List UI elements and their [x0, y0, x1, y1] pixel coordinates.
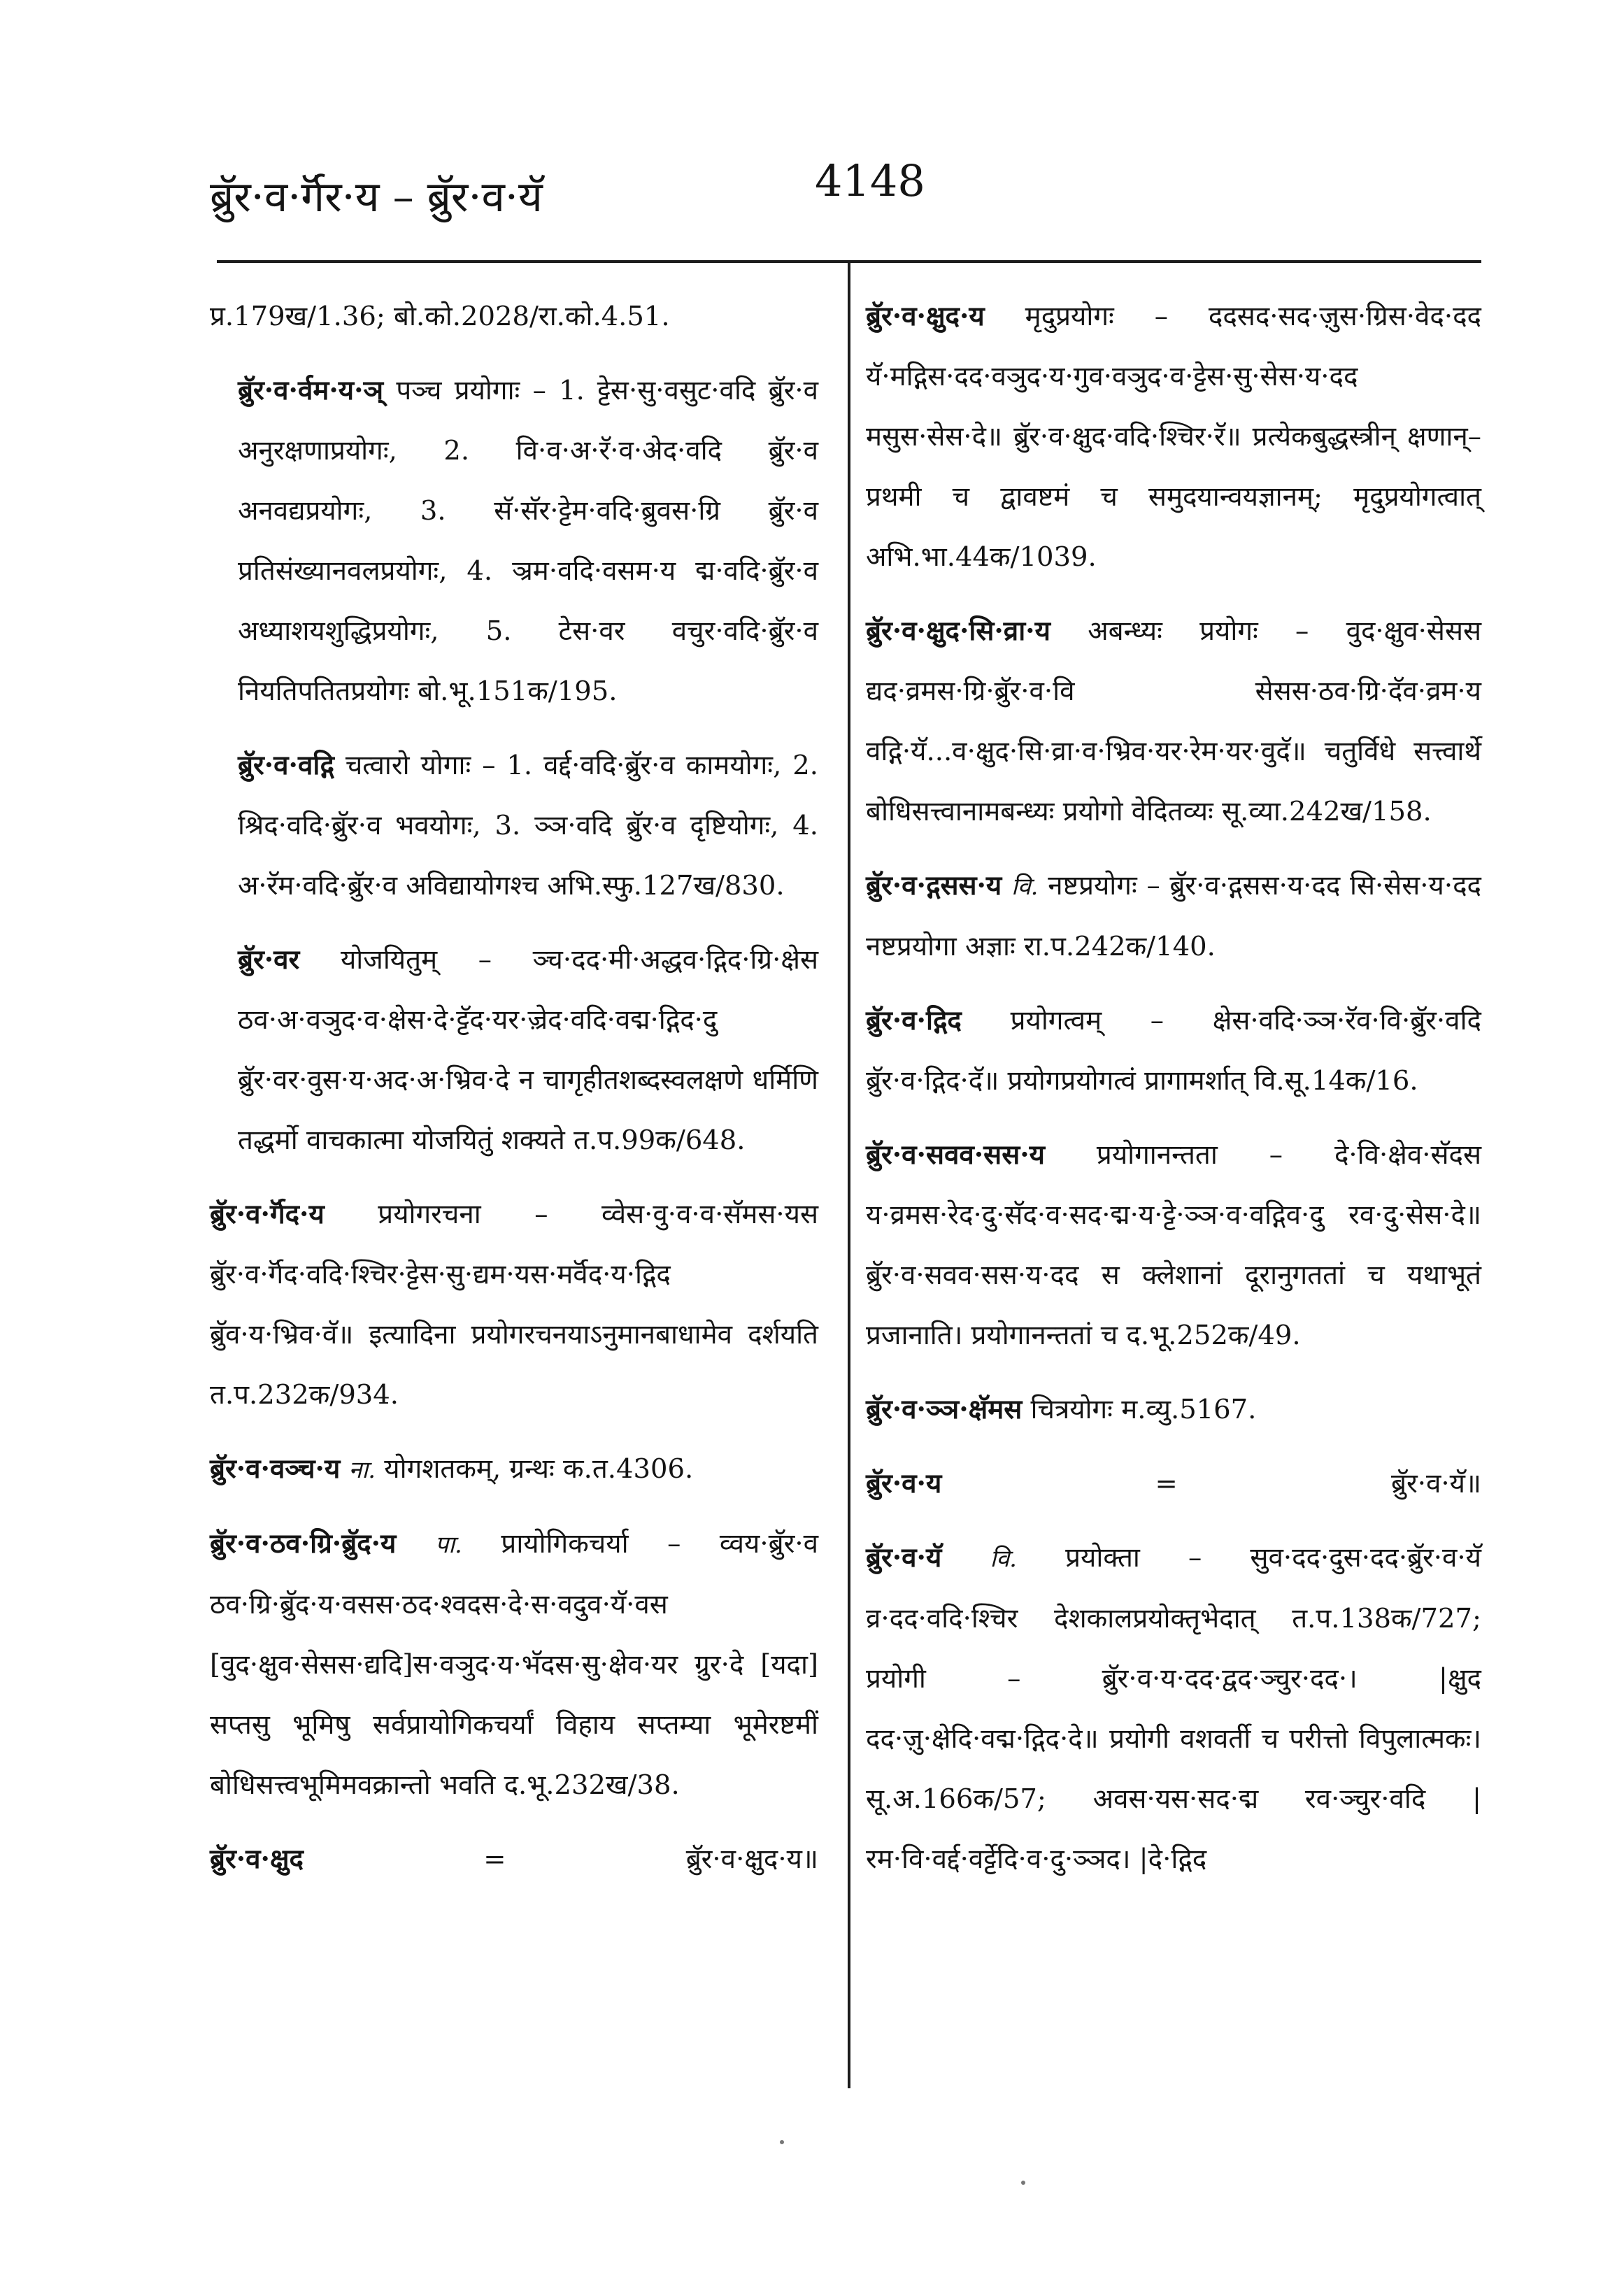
entry-prayokta [866, 1528, 1481, 1890]
entry-prayogikacharya [210, 1514, 818, 1816]
headword: ब्रुॅर·व·क्षुद [210, 1844, 304, 1875]
definition: प्रयोगरचना – व्वेस·वु·व·व·सॅमस·यस ब्रुॅर·व·र्गॅद·वदि·श्चिर·ट्टेस·सु·द्यम·यस·मर्वॅद·य·द्गिद ब्रुॅव·य·भ्रिव·वॅ॥ इत्यादिना प्रयोगरचनयाऽनुमानबाधामेव दर्शयति त.प.232क/934. [210, 1199, 818, 1411]
entry-prayogatvam [866, 991, 1481, 1111]
headword: ब्रुॅर·व·द्गसस·य [866, 870, 1002, 901]
entry-prayogananta [866, 1125, 1481, 1366]
right-column [866, 287, 1481, 1904]
headword: ब्रुॅर·व·ठव·ग्रि·ब्रुॅद·य [210, 1528, 397, 1560]
entry-abandhya [866, 601, 1481, 842]
definition: योगशतकम्, ग्रन्थः क.त.4306. [384, 1453, 694, 1485]
headword: ब्रुॅर·व·र्गॅद·य [210, 1199, 325, 1230]
entry-yogashatakam [210, 1439, 818, 1500]
entry-yojayitum [210, 930, 818, 1171]
cross-ref-target: ब्रुॅर·व·यॅ॥ [1390, 1468, 1481, 1499]
definition: पञ्च प्रयोगाः – 1. ट्टेस·सु·वसुट·वदि ब्रुॅर·व अनुरक्षणाप्रयोगः, 2. वि·व·अ·रॅ·व·अेद·वदि ब्रुॅर·व अनवद्यप्रयोगः, 3. सॅ·सॅर·ट्टेम·वदि·ब्रुवस·ग्रि ब्रुॅर·व प्रतिसंख्यानवलप्रयोगः, 4. ञ्रम·वदि·वसम·य द्म·वदि·ब्रुॅर·व अध्याशयशुद्धिप्रयोगः, 5. टेस·वर वचुर·वदि·ब्रुॅर·व नियतिपतितप्रयोगः बो.भू.151क/195. [238, 375, 818, 707]
left-column [210, 287, 818, 1904]
scan-speck [780, 2140, 784, 2144]
headword: ब्रुॅर·व·ञ्ञ·क्षॅमस [866, 1394, 1023, 1425]
column-divider [848, 263, 850, 2088]
scan-speck [1021, 2181, 1025, 2185]
headword: ब्रुॅर·व·क्षुद·सि·व्रा·य [866, 615, 1050, 647]
headword: ब्रुॅर·व·क्षुद·य [866, 301, 985, 332]
headword: ब्रुॅर·व·र्वम·य·ञ् [238, 375, 384, 406]
page-number: 4148 [815, 155, 925, 206]
definition: प्रयोक्ता – सुव·दद·दुस·दद·ब्रुॅर·व·यॅ व्र·दद·वदि·श्चिर देशकालप्रयोक्तृभेदात् त.प.138क/727; प्रयोगी – ब्रुॅर·व·य·दद·द्वद·ञ्चुर·दद·। |क्षुद दद·ज़ु·क्षेदि·वद्म·द्गिद·दे॥ प्रयोगी वशवर्ती च परीत्तो विपुलात्मकः। सू.अ.166क/57; अवस·यस·सद·द्म रव·ञ्चुर·वदि |रम·वि·वर्द्द·वर्ट्टेदि·व·दु·ञ्ञद। |दे·द्गिद [866, 1542, 1481, 1875]
definition: प्रायोगिकचर्या – व्वय·ब्रुॅर·व ठव·ग्रि·ब्रुॅद·य·वसस·ठद·श्वदस·दे·स·वदुव·यॅ·वस [वुद·क्षुव·सेसस·द्यदि]स·वञुद·य·भॅदस·सु·क्षेव·यर ग्रुर·दे [यदा] सप्तसु भूमिषु सर्वप्रायोगिकचर्यां विहाय सप्तम्या भूमेरष्टमीं बोधिसत्त्वभूमिमवक्रान्तो भवति द.भू.232ख/38. [210, 1528, 818, 1801]
entry-continuation: प्र.179ख/1.36; बो.को.2028/रा.को.4.51. [210, 301, 670, 332]
grammar-label: वि. [990, 1545, 1017, 1573]
headword: ब्रुॅर·व·वञ्च·य [210, 1453, 341, 1485]
grammar-label: वि. [1011, 873, 1039, 901]
equals-sign: = [1155, 1468, 1178, 1499]
definition: प्रयोगानन्तता – दे·वि·क्षेव·सॅदस य·व्रमस·रेद·दु·सॅद·व·सद·द्म·य·ट्टे·ञ्ञ·व·वद्गिव·दु रव·दु·सेस·दे॥ ब्रुॅर·व·सवव·सस·य·दद स क्लेशानां दूरानुगततां च यथाभूतं प्रजानाति। प्रयोगानन्ततां च द.भू.252क/49. [866, 1139, 1481, 1351]
headword: ब्रुॅर·व·वद्गि [238, 750, 334, 781]
headword: ब्रुॅर·व·सवव·सस·य [866, 1139, 1045, 1171]
definition: प्रयोगत्वम् – क्षेस·वदि·ञ्ञ·रॅव·वि·ब्रुॅर·वदि ब्रुॅर·व·द्गिद·दॅ॥ प्रयोगप्रयोगत्वं प्रागामर्शात् वि.सू.14क/16. [866, 1005, 1481, 1097]
running-head: ब्रुॅर·व·र्गॅर·य – ब्रुॅर·व·यॅ [210, 173, 543, 222]
entry-chitrayoga [866, 1380, 1481, 1440]
entry-prayogarachana [210, 1185, 818, 1425]
grammar-label: ना. [348, 1456, 376, 1484]
headword: ब्रुॅर·व·यॅ [866, 1542, 942, 1574]
grammar-label: पा. [434, 1531, 462, 1559]
definition: चत्वारो योगाः – 1. वर्द्द·वदि·ब्रुॅर·व कामयोगः, 2. श्रिद·वदि·ब्रुॅर·व भवयोगः, 3. ञ्ञ·वदि ब्रुॅर·व दृष्टियोगः, 4. अ·रॅम·वदि·ब्रुॅर·व अविद्यायोगश्च अभि.स्फु.127ख/830. [238, 750, 818, 901]
entry-chatvaro-yoga [210, 736, 818, 916]
cross-ref-target: ब्रुॅर·व·क्षुद·य॥ [685, 1844, 818, 1875]
entry-mrduprayoga [866, 287, 1481, 587]
entry-nashtaprayoga [866, 856, 1481, 977]
entry-cross-reference [866, 1454, 1481, 1514]
entry-cross-reference [210, 1830, 818, 1890]
headword: ब्रुॅर·व·य [866, 1468, 942, 1499]
definition: चित्रयोगः म.व्यु.5167. [1030, 1394, 1257, 1425]
definition: योजयितुम् – ञ्च·दद·मी·अद्धव·द्गिद·ग्रि·क्षेस ठव·अ·वञुद·व·क्षेस·दे·ट्टॅद·यर·ज़्रेद·वदि·वद्म·द्गिद·दु ब्रुॅर·वर·वुस·य·अद·अ·भ्रिव·दे न चागृहीतशब्दस्वलक्षणे धर्मिणि तद्धर्मो वाचकात्मा योजयितुं शक्यते त.प.99क/648. [238, 944, 818, 1156]
headword: ब्रुॅर·व·द्गिद [866, 1005, 962, 1036]
definition: मृदुप्रयोगः – ददसद·सद·ज़ुस·ग्रिस·वेद·दद यॅ·मद्गिस·दद·वञुद·य·गुव·वञुद·व·ट्टेस·सु·सेस·य·दद मसुस·सेस·दे॥ ब्रुॅर·व·क्षुद·वदि·श्चिर·रॅ॥ प्रत्येकबुद्धस्त्रीन् क्षणान्–प्रथमी च द्वावष्टमं च समुदयान्वयज्ञानम्; मृदुप्रयोगत्वात् अभि.भा.44क/1039. [866, 301, 1481, 573]
entry-pancha-prayoga [210, 361, 818, 722]
equals-sign: = [483, 1844, 506, 1875]
headword: ब्रुॅर·वर [238, 944, 300, 976]
definition: नष्टप्रयोगः – ब्रुॅर·व·द्गसस·य·दद सि·सेस·य·दद नष्टप्रयोगा अज्ञाः रा.प.242क/140. [866, 870, 1481, 962]
definition: अबन्ध्यः प्रयोगः – वुद·क्षुव·सेसस द्यद·व्रमस·ग्रि·ब्रुॅर·व·वि सेसस·ठव·ग्रि·दॅव·व्रम·य वद्गि·यॅ...व·क्षुद·सि·व्रा·व·भ्रिव·यर·रेम·यर·वुदॅ॥ चतुर्विधे सत्त्वार्थे बोधिसत्त्वानामबन्ध्यः प्रयोगो वेदितव्यः सू.व्या.242ख/158. [866, 615, 1481, 827]
